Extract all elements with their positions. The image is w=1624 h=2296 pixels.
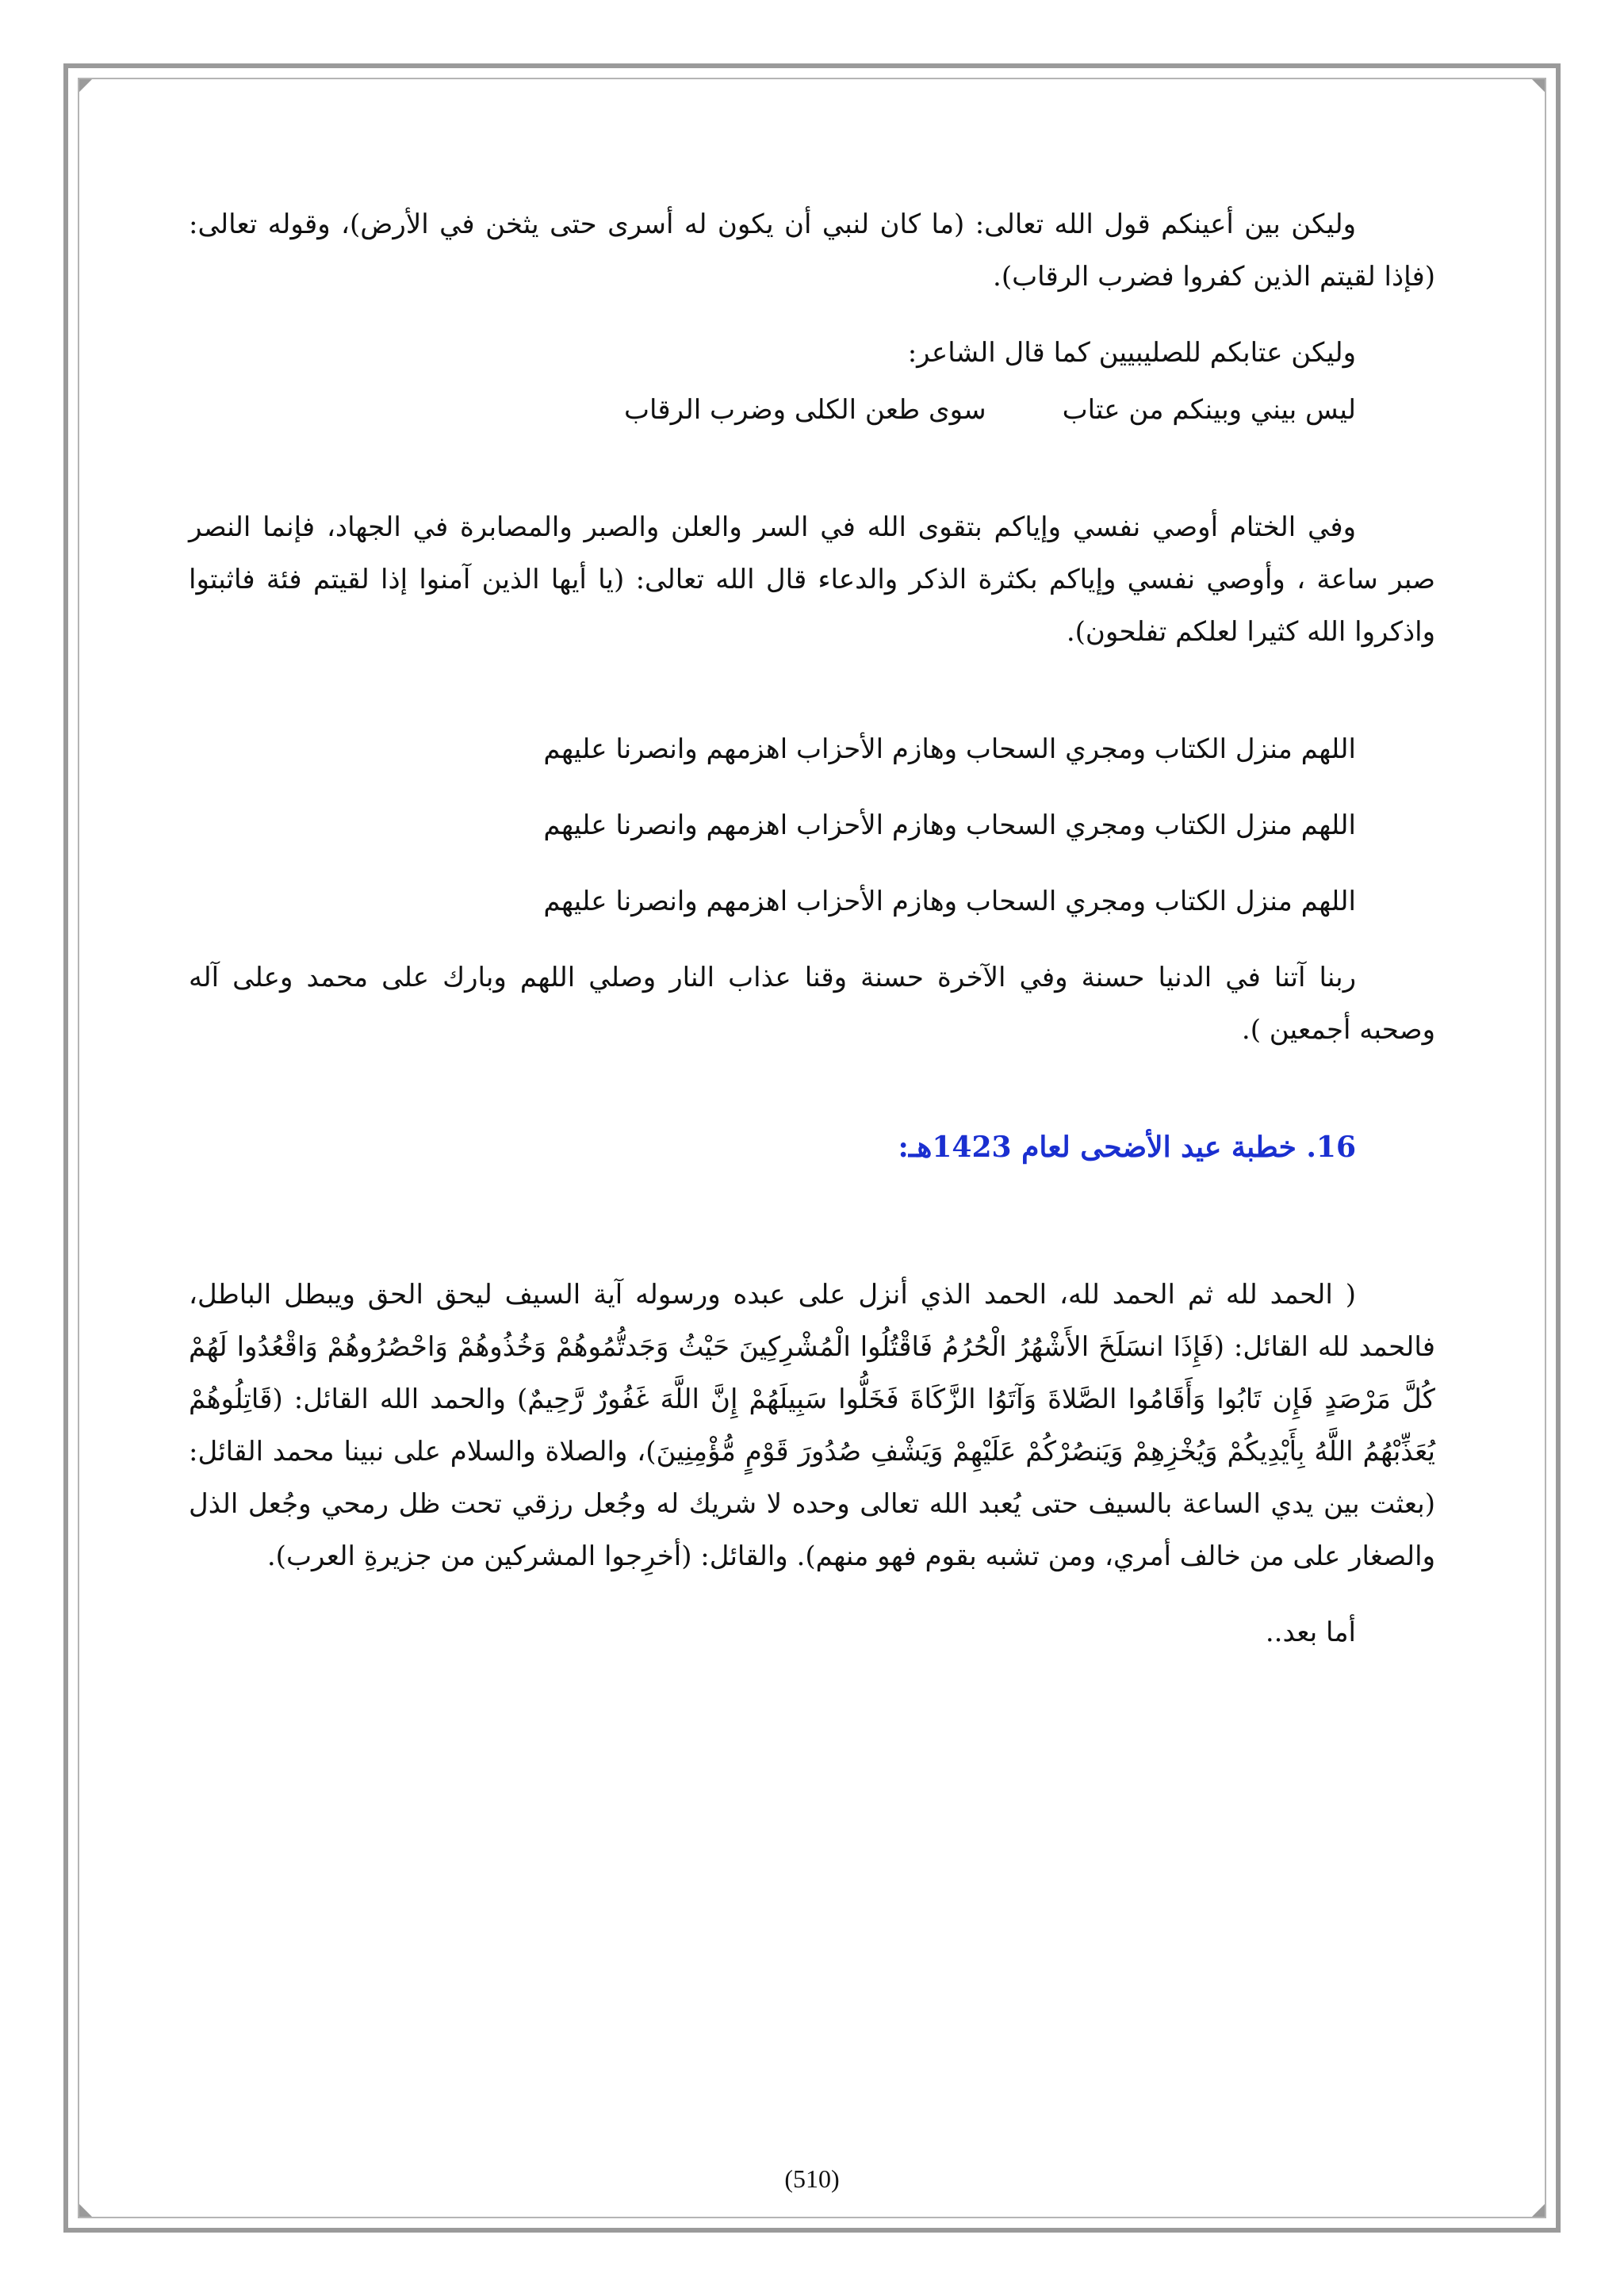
- frame-corner-ornament: [1532, 2204, 1545, 2217]
- poem-first-hemistich: ليس بيني وبينكم من عتاب: [1062, 394, 1356, 426]
- frame-corner-ornament: [79, 2204, 92, 2217]
- poem-second-hemistich: سوى طعن الكلى وضرب الرقاب: [623, 394, 986, 426]
- frame-corner-ornament: [79, 79, 92, 92]
- paragraph-sermon-opening: ( الحمد لله ثم الحمد لله، الحمد الذي أنزل على عبده ورسوله آية السيف ليحق الحق ويبطل الباطل، فالحمد لله القائل: (فَإِذَا انسَلَخَ الأَشْهُرُ الْحُرُمُ فَاقْتُلُوا الْمُشْرِكِينَ حَيْثُ وَجَدتُّمُوهُمْ وَخُذُوهُمْ وَاحْصُرُوهُمْ وَاقْعُدُوا لَهُمْ كُلَّ مَرْصَدٍ فَإِن تَابُوا وَأَقَامُوا الصَّلاةَ وَآتَوُا الزَّكَاةَ فَخَلُّوا سَبِيلَهُمْ إِنَّ اللَّهَ غَفُورٌ رَّحِيمٌ) والحمد الله القائل: (قَاتِلُوهُمْ يُعَذِّبْهُمُ اللَّهُ بِأَيْدِيكُمْ وَيُخْزِهِمْ وَيَنصُرْكُمْ عَلَيْهِمْ وَيَشْفِ صُدُورَ قَوْمٍ مُّؤْمِنِينَ)، والصلاة والسلام على نبينا محمد القائل: (بعثت بين يدي الساعة بالسيف حتى يُعبد الله تعالى وحده لا شريك له وجُعل رزقي تحت ظل رمحي وجُعل الذل والصغار على من خالف أمري، ومن تشبه بقوم فهو منهم). والقائل: (أخرِجوا المشركين من جزيرةِ العرب).: [189, 1279, 1435, 1572]
- dua-line: اللهم منزل الكتاب ومجري السحاب وهازم الأحزاب اهزمهم وانصرنا عليهم: [543, 733, 1356, 765]
- paragraph-final-prayer: ربنا آتنا في الدنيا حسنة وفي الآخرة حسنة وقنا عذاب النار وصلي اللهم وبارك على محمد وعلى آله وصحبه أجمعين ).: [189, 962, 1435, 1046]
- dua-line: اللهم منزل الكتاب ومجري السحاب وهازم الأحزاب اهزمهم وانصرنا عليهم: [543, 809, 1356, 841]
- paragraph-quran-quote: وليكن بين أعينكم قول الله تعالى: (ما كان لنبي أن يكون له أسرى حتى يثخن في الأرض)، وقوله تعالى: (فإذا لقيتم الذين كفروا فضرب الرقاب).: [189, 209, 1435, 293]
- page-number: (510): [784, 2164, 840, 2193]
- page-body: [189, 198, 1435, 1659]
- poem-verse: [189, 384, 1435, 436]
- paragraph-poet-intro: وليكن عتابكم للصليبيين كما قال الشاعر:: [907, 337, 1356, 369]
- paragraph-closing-advice: وفي الختام أوصي نفسي وإياكم بتقوى الله في السر والعلن والصبر والمصابرة في الجهاد، فإنما النصر صبر ساعة ، وأوصي نفسي وإياكم بكثرة الذكر والدعاء قال الله تعالى: (يا أيها الذين آمنوا إذا لقيتم فئة فاثبتوا واذكروا الله كثيرا لعلكم تفلحون).: [189, 511, 1436, 648]
- section-heading: 16. خطبة عيد الأضحى لعام 1423هـ:: [898, 1131, 1356, 1164]
- dua-line: اللهم منزل الكتاب ومجري السحاب وهازم الأحزاب اهزمهم وانصرنا عليهم: [543, 886, 1356, 917]
- paragraph-amma-baad: أما بعد..: [1265, 1617, 1356, 1648]
- frame-corner-ornament: [1532, 79, 1545, 92]
